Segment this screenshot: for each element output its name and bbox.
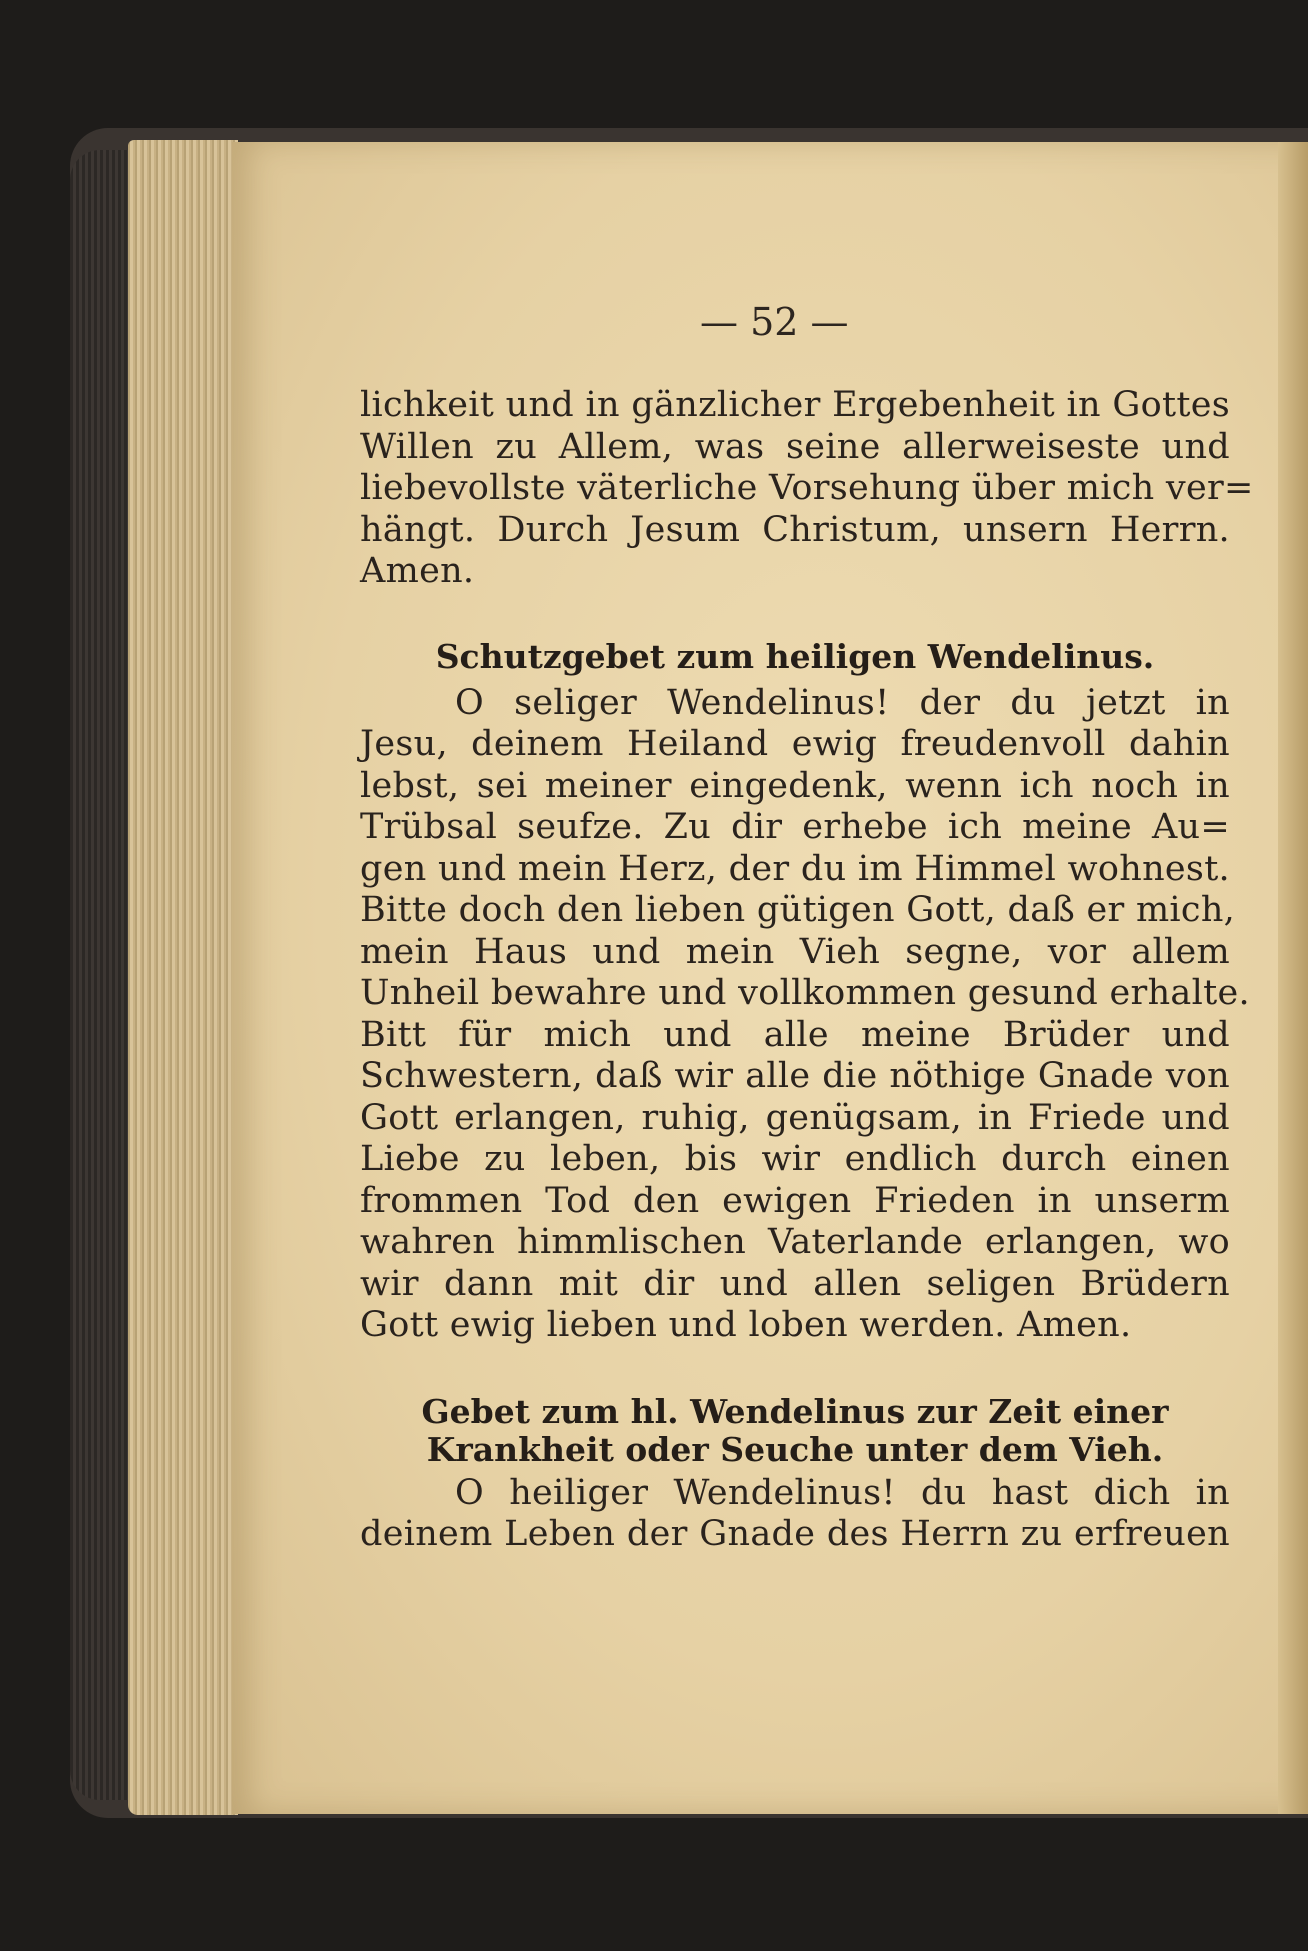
section-heading: Gebet zum hl. Wendelinus zur Zeit einer [421, 1391, 1169, 1431]
text-line: frommen Tod den ewigen Frieden in unserm [360, 1180, 1230, 1221]
text-line: wahren himmlischen Vaterlande erlangen, wo [360, 1222, 1230, 1262]
text-line: wir dann mit dir und allen seligen Brüdern [360, 1263, 1230, 1304]
text-line: Gott erlangen, ruhig, genügsam, in Friede und [360, 1097, 1230, 1138]
text-line: Amen. [360, 551, 475, 591]
paragraph-2 [360, 682, 1250, 1347]
section-heading: Krankheit oder Seuche unter dem Vieh. [426, 1429, 1164, 1469]
text-line: liebevollste väterliche Vorsehung über mich ver= [360, 468, 1254, 508]
page-right-edge [1278, 142, 1308, 1814]
text-line: gen und mein Herz, der du im Himmel wohnest. [360, 848, 1230, 889]
text-line: Trübsal seufze. Zu dir erhebe ich meine Au= [360, 807, 1230, 847]
text-line: Gott ewig lieben und loben werden. Amen. [360, 1305, 1132, 1345]
paragraph-1 [360, 385, 1254, 593]
page-stack-edge [128, 140, 238, 1815]
text-line: O heiliger Wendelinus! du hast dich in [455, 1472, 1230, 1513]
text-line: lebst, sei meiner eingedenk, wenn ich noch in [360, 765, 1230, 806]
text-line: Schwestern, daß wir alle die nöthige Gnade von [360, 1056, 1230, 1096]
text-line: Liebe zu leben, bis wir endlich durch einen [360, 1139, 1230, 1179]
page-number: — 52 — [700, 300, 849, 344]
book-spine-edge [70, 150, 132, 1800]
text-line: lichkeit und in gänzlicher Ergebenheit in Gottes [360, 385, 1230, 425]
paragraph-3 [360, 1473, 1230, 1556]
text-line: Unheil bewahre und vollkommen gesund erhalte. [360, 973, 1250, 1013]
text-line: Jesu, deinem Heiland ewig freudenvoll dahin [360, 724, 1230, 764]
text-line: Willen zu Allem, was seine allerweiseste und [360, 426, 1230, 467]
text-line: mein Haus und mein Vieh segne, vor allem [360, 931, 1230, 972]
text-line: Bitt für mich und alle meine Brüder und [360, 1014, 1230, 1055]
text-line: Bitte doch den lieben gütigen Gott, daß er mich, [360, 890, 1236, 930]
text-line: deinem Leben der Gnade des Herrn zu erfreuen [360, 1514, 1230, 1554]
section-heading: Schutzgebet zum heiligen Wendelinus. [435, 636, 1155, 676]
text-line: hängt. Durch Jesum Christum, unsern Herrn. [360, 509, 1230, 550]
page-text [360, 385, 1254, 1556]
text-line: O seliger Wendelinus! der du jetzt in [455, 682, 1230, 723]
